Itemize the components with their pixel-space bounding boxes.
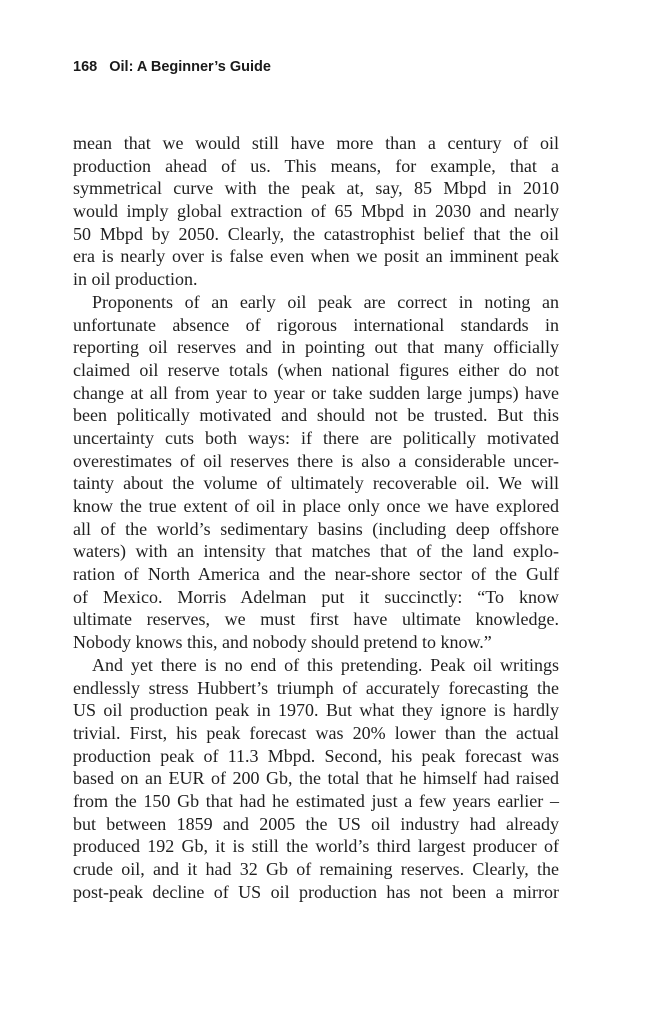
text-line: waters) with an intensity that matches that of the land explo- <box>73 541 559 562</box>
paragraph <box>73 654 559 904</box>
text-line: US oil production peak in 1970. But what they ignore is hardly <box>73 700 559 721</box>
body-text <box>73 132 559 903</box>
text-line: unfortunate absence of rigorous international standards in <box>73 314 559 335</box>
paragraph <box>73 132 559 291</box>
text-line: crude oil, and it had 32 Gb of remaining reserves. Clearly, the <box>73 859 559 879</box>
text-line: claimed oil reserve totals (when national figures either do not <box>73 359 559 380</box>
text-line: 50 Mbpd by 2050. Clearly, the catastrophist belief that the oil <box>73 223 559 244</box>
text-line: Nobody knows this, and nobody should pretend to know.” <box>73 632 492 653</box>
text-line: change at all from year to year or take sudden large jumps) have <box>73 382 559 403</box>
text-line: but between 1859 and 2005 the US oil industry had already <box>73 813 559 834</box>
text-line: from the 150 Gb that had he estimated just a few years earlier – <box>73 790 559 811</box>
text-line: symmetrical curve with the peak at, say, 85 Mbpd in 2010 <box>73 178 559 199</box>
page-number: 168 <box>73 59 98 75</box>
paragraph <box>73 291 559 654</box>
text-line: in oil production. <box>73 269 198 290</box>
text-line: reporting oil reserves and in pointing out that many officially <box>73 337 559 358</box>
text-line: would imply global extraction of 65 Mbpd in 2030 and nearly <box>73 201 559 222</box>
book-title: Oil: A Beginner’s Guide <box>109 59 271 75</box>
text-line: ration of North America and the near-shore sector of the Gulf <box>73 564 559 585</box>
text-line: production peak of 11.3 Mbpd. Second, his peak forecast was <box>73 745 559 766</box>
text-line: tainty about the volume of ultimately recoverable oil. We will <box>73 473 559 494</box>
text-line: production ahead of us. This means, for example, that a <box>73 155 559 176</box>
text-line: Proponents of an early oil peak are correct in noting an <box>92 291 559 312</box>
text-line: of Mexico. Morris Adelman put it succinctly: “To know <box>73 586 559 607</box>
text-line: mean that we would still have more than a century of oil <box>73 133 559 153</box>
text-line: been politically motivated and should not be trusted. But this <box>73 405 559 426</box>
text-line: era is nearly over is false even when we posit an imminent peak <box>73 246 559 267</box>
text-line: produced 192 Gb, it is still the world’s third largest producer of <box>73 836 559 857</box>
text-line: overestimates of oil reserves there is also a considerable uncer- <box>73 450 559 471</box>
text-line: And yet there is no end of this pretending. Peak oil writings <box>92 654 559 675</box>
text-line: ultimate reserves, we must first have ultimate knowledge. <box>73 609 559 630</box>
text-line: uncertainty cuts both ways: if there are politically motivated <box>73 427 559 448</box>
text-line: post-peak decline of US oil production has not been a mirror <box>73 881 559 902</box>
text-line: know the true extent of oil in place only once we have explored <box>73 496 559 516</box>
text-line: trivial. First, his peak forecast was 20% lower than the actual <box>73 722 559 743</box>
text-line: endlessly stress Hubbert’s triumph of accurately forecasting the <box>73 677 559 698</box>
text-line: based on an EUR of 200 Gb, the total that he himself had raised <box>73 768 559 789</box>
running-head <box>73 59 271 75</box>
text-line: all of the world’s sedimentary basins (including deep offshore <box>73 518 559 539</box>
